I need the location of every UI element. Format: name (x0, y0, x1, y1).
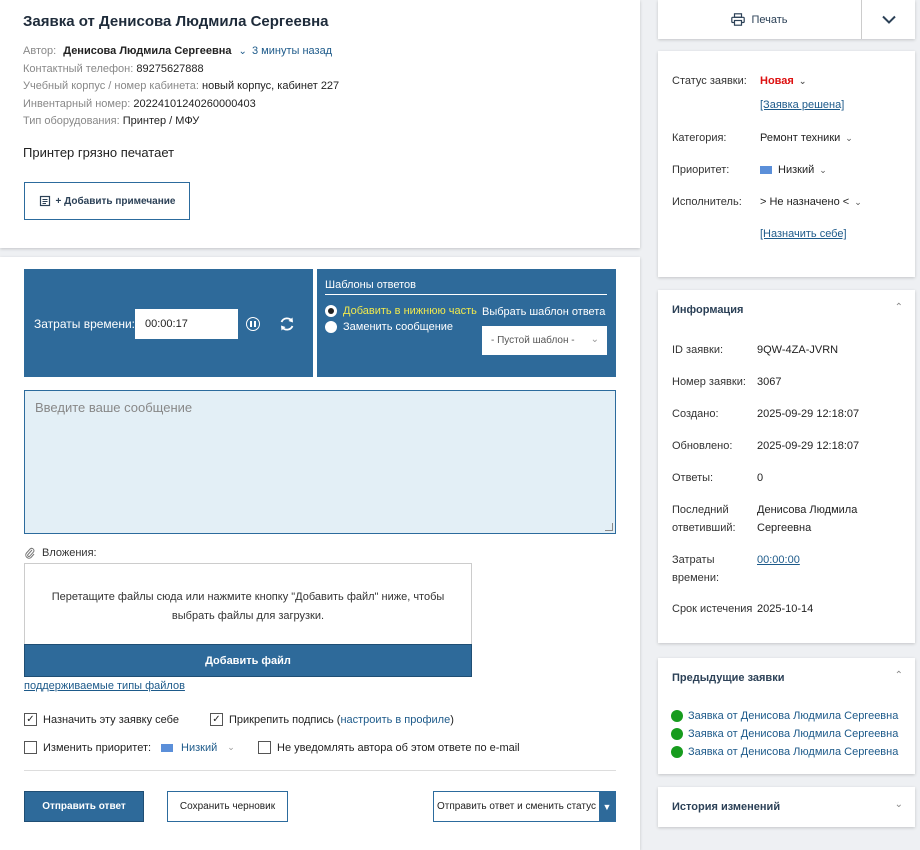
no-notify-label: Не уведомлять автора об этом ответе по e-mail (277, 741, 520, 754)
drop-zone-text: Перетащите файлы сюда или нажмите кнопку "Добавить файл" ниже, чтобы выбрать файлы для загрузки. (51, 591, 445, 622)
previous-ticket-link[interactable]: Заявка от Денисова Людмила Сергеевна (688, 746, 899, 758)
templates-title: Шаблоны ответов (325, 279, 607, 295)
print-chevron-down-icon[interactable] (863, 0, 915, 39)
room-label: Учебный корпус / номер кабинета: (23, 80, 199, 92)
attachments-header (24, 547, 97, 559)
chevron-down-icon: ⌄ (845, 132, 853, 143)
change-priority-row[interactable] (24, 741, 235, 754)
configure-profile-link[interactable]: настроить в профиле (340, 713, 451, 726)
assignee-value: > Не назначено < (760, 196, 850, 208)
signature-text: Прикрепить подпись ( (229, 713, 341, 726)
list-item (671, 710, 898, 722)
add-note-label: + Добавить примечание (55, 195, 176, 207)
printer-icon (731, 13, 745, 26)
send-change-status-button[interactable] (433, 791, 616, 822)
status-dot-icon (671, 728, 683, 740)
signature-label (229, 714, 454, 726)
assign-self-label: Назначить эту заявку себе (43, 713, 179, 726)
radio-replace-label: Заменить сообщение (343, 321, 454, 333)
templates-panel (317, 269, 616, 377)
updated-label: Обновлено: (672, 440, 733, 452)
timer-input[interactable]: 00:00:17 (135, 309, 238, 339)
save-draft-button[interactable]: Сохранить черновик (167, 791, 288, 822)
assign-self-checkbox[interactable]: ✓ (24, 713, 37, 726)
status-dot-icon (671, 710, 683, 722)
message-placeholder: Введите ваше сообщение (35, 400, 193, 415)
equipment-value: Принтер / МФУ (122, 115, 200, 127)
history-title[interactable]: История изменений (672, 801, 781, 813)
resize-handle[interactable] (605, 523, 613, 531)
due-value: 2025-10-14 (757, 603, 814, 615)
print-button[interactable] (658, 0, 862, 39)
due-label: Срок истечения (672, 603, 753, 615)
author-row (23, 45, 332, 57)
author-label: Автор: (23, 45, 57, 57)
chevron-down-icon: ⌄ (854, 196, 862, 207)
priority-select[interactable] (760, 164, 827, 176)
chevron-up-icon[interactable]: ⌃ (894, 670, 903, 681)
add-file-button[interactable] (24, 644, 472, 677)
no-notify-checkbox[interactable] (258, 741, 271, 754)
category-label: Категория: (672, 132, 727, 144)
message-textarea[interactable] (24, 390, 616, 534)
equipment-row (23, 115, 199, 127)
refresh-icon[interactable] (276, 313, 298, 335)
time-spent-label: Затраты времени: (672, 554, 720, 584)
status-select[interactable] (760, 75, 806, 87)
assignee-select[interactable] (760, 196, 862, 208)
id-value: 9QW-4ZA-JVRN (757, 344, 839, 356)
status-value: Новая (760, 75, 794, 87)
replies-value: 0 (757, 472, 764, 484)
priority-flag-icon (161, 744, 173, 752)
time-spent-value[interactable]: 00:00:00 (757, 554, 800, 566)
change-priority-label: Изменить приоритет: (43, 741, 152, 754)
file-drop-zone[interactable] (24, 563, 472, 645)
signature-close: ) (450, 713, 454, 726)
priority-select[interactable]: Низкий (181, 741, 218, 754)
send-reply-button[interactable]: Отправить ответ (24, 791, 144, 822)
history-card (658, 787, 915, 827)
inventory-row (23, 98, 256, 110)
inventory-label: Инвентарный номер: (23, 98, 131, 110)
signature-checkbox[interactable]: ✓ (210, 713, 223, 726)
assignee-label: Исполнитель: (672, 196, 742, 208)
change-priority-checkbox[interactable] (24, 741, 37, 754)
attachments-label: Вложения: (42, 547, 97, 559)
choose-template-label: Выбрать шаблон ответа (482, 306, 606, 318)
room-row (23, 80, 339, 92)
divider (24, 770, 616, 771)
chevron-down-icon[interactable]: ⌄ (227, 742, 235, 752)
previous-ticket-link[interactable]: Заявка от Денисова Людмила Сергеевна (688, 728, 899, 740)
add-note-button[interactable] (24, 182, 190, 220)
supported-file-types-link[interactable]: поддерживаемые типы файлов (24, 680, 185, 692)
id-label: ID заявки: (672, 344, 724, 356)
status-dot-icon (671, 746, 683, 758)
signature-checkbox-row[interactable] (210, 713, 454, 726)
reply-card (0, 257, 640, 850)
number-value: 3067 (757, 376, 782, 388)
chevron-down-icon: ⌄ (819, 164, 827, 175)
author-chevron-down-icon[interactable]: ⌄ (238, 46, 247, 57)
last-replier-label: Последний ответивший: (672, 504, 736, 534)
priority-label: Приоритет: (672, 164, 730, 176)
pause-icon[interactable] (246, 317, 260, 331)
chevron-down-icon (882, 15, 896, 24)
created-value: 2025-09-29 12:18:07 (757, 408, 860, 420)
last-replier-value-2: Сергеевна (757, 522, 812, 534)
inventory-value: 20224101240260000403 (133, 98, 256, 110)
print-card (658, 0, 915, 39)
list-item (671, 746, 898, 758)
chevron-up-icon[interactable]: ⌃ (894, 302, 903, 313)
chevron-down-icon[interactable]: ▼ (599, 792, 615, 821)
assign-self-link[interactable]: [Назначить себе] (760, 228, 847, 240)
note-icon (39, 195, 51, 207)
template-select[interactable] (482, 326, 607, 355)
room-value: новый корпус, кабинет 227 (202, 80, 340, 92)
priority-value: Низкий (778, 164, 815, 176)
add-file-label: Добавить файл (205, 654, 291, 667)
previous-ticket-link[interactable]: Заявка от Денисова Людмила Сергеевна (688, 710, 899, 722)
time-ago: 3 минуты назад (252, 45, 333, 57)
phone-row (23, 63, 204, 75)
assign-self-checkbox-row[interactable] (24, 713, 179, 726)
category-value: Ремонт техники (760, 132, 841, 144)
resolve-ticket-link[interactable]: [Заявка решена] (760, 99, 845, 111)
print-label: Печать (751, 13, 788, 26)
send-change-status-label: Отправить ответ и сменить статус (437, 801, 596, 812)
no-notify-row[interactable] (258, 741, 520, 754)
paperclip-icon (24, 547, 36, 559)
author-name[interactable]: Денисова Людмила Сергеевна (63, 45, 232, 57)
radio-append[interactable] (325, 305, 477, 317)
category-select[interactable] (760, 132, 853, 144)
replies-label: Ответы: (672, 472, 714, 484)
chevron-down-icon: ⌄ (798, 75, 807, 86)
status-label: Статус заявки: (672, 75, 747, 87)
radio-append-label: Добавить в нижнюю часть (343, 305, 477, 317)
phone-value: 89275627888 (136, 63, 204, 75)
info-card (658, 290, 915, 643)
number-label: Номер заявки: (672, 376, 746, 388)
time-spent-label: Затраты времени: (34, 317, 136, 331)
template-select-value: - Пустой шаблон - (491, 335, 575, 346)
chevron-down-icon: ⌄ (590, 334, 599, 345)
ticket-title: Заявка от Денисова Людмила Сергеевна (23, 13, 329, 30)
last-replier-value-1: Денисова Людмила (757, 504, 858, 516)
previous-tickets-title[interactable]: Предыдущие заявки (672, 672, 785, 684)
radio-replace-control[interactable] (325, 321, 337, 333)
info-title[interactable]: Информация (672, 304, 744, 316)
ticket-card (0, 0, 640, 248)
list-item (671, 728, 898, 740)
chevron-down-icon[interactable]: ⌄ (894, 799, 903, 810)
time-tracking-panel (24, 269, 313, 377)
previous-tickets-card (658, 658, 915, 774)
phone-label: Контактный телефон: (23, 63, 134, 75)
radio-append-control[interactable] (325, 305, 337, 317)
status-card (658, 51, 915, 277)
radio-replace[interactable] (325, 321, 453, 333)
updated-value: 2025-09-29 12:18:07 (757, 440, 860, 452)
ticket-message: Принтер грязно печатает (23, 145, 175, 160)
priority-flag-icon (760, 166, 772, 174)
created-label: Создано: (672, 408, 719, 420)
equipment-label: Тип оборудования: (23, 115, 120, 127)
